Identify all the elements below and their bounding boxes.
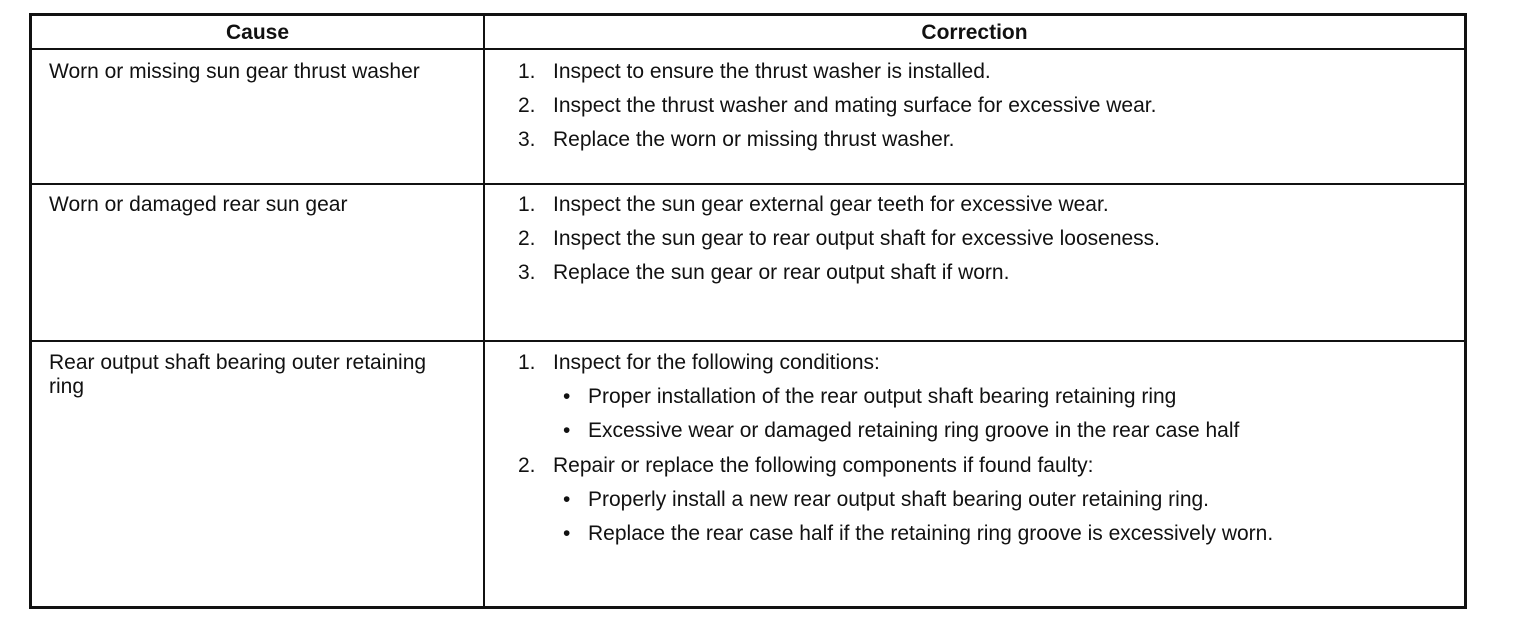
bullet-glyph: •	[563, 385, 571, 408]
row-1-step-2: Inspect the thrust washer and mating surface for excessive wear.	[553, 94, 1157, 117]
header-cause: Cause	[225, 21, 290, 44]
row-3-step-1: Inspect for the following conditions:	[553, 351, 880, 374]
column-divider	[483, 16, 485, 606]
header-correction: Correction	[921, 21, 1028, 44]
cause-correction-table	[29, 13, 1467, 609]
row-3-step-2: Repair or replace the following components if found faulty:	[553, 454, 1094, 477]
row-1-step-1-number: 1.	[518, 60, 536, 83]
row-2-cause: Worn or damaged rear sun gear	[49, 193, 348, 216]
row-1-step-3: Replace the worn or missing thrust washer.	[553, 128, 955, 151]
row-3-step-2-number: 2.	[518, 454, 536, 477]
row-3-step-1-number: 1.	[518, 351, 536, 374]
row-2-step-2-number: 2.	[518, 227, 536, 250]
bullet-glyph: •	[563, 419, 571, 442]
row-3-step-1-bullet-2: Excessive wear or damaged retaining ring groove in the rear case half	[588, 419, 1240, 442]
row-1-step-3-number: 3.	[518, 128, 536, 151]
row-divider	[32, 340, 1464, 342]
row-3-step-1-bullet-1: Proper installation of the rear output shaft bearing retaining ring	[588, 385, 1177, 408]
row-3-step-2-bullet-1: Properly install a new rear output shaft bearing outer retaining ring.	[588, 488, 1210, 511]
row-2-step-1-number: 1.	[518, 193, 536, 216]
bullet-glyph: •	[563, 522, 571, 545]
row-2-step-1: Inspect the sun gear external gear teeth for excessive wear.	[553, 193, 1109, 216]
row-3-step-2-bullet-2: Replace the rear case half if the retaining ring groove is excessively worn.	[588, 522, 1274, 545]
row-2-step-3: Replace the sun gear or rear output shaft if worn.	[553, 261, 1010, 284]
row-divider	[32, 183, 1464, 185]
row-2-step-2: Inspect the sun gear to rear output shaft for excessive looseness.	[553, 227, 1161, 250]
header-divider	[32, 48, 1464, 50]
bullet-glyph: •	[563, 488, 571, 511]
row-1-step-2-number: 2.	[518, 94, 536, 117]
row-3-cause: Rear output shaft bearing outer retaining ring	[49, 351, 427, 398]
row-1-step-1: Inspect to ensure the thrust washer is installed.	[553, 60, 991, 83]
row-2-step-3-number: 3.	[518, 261, 536, 284]
row-1-cause: Worn or missing sun gear thrust washer	[49, 60, 420, 83]
